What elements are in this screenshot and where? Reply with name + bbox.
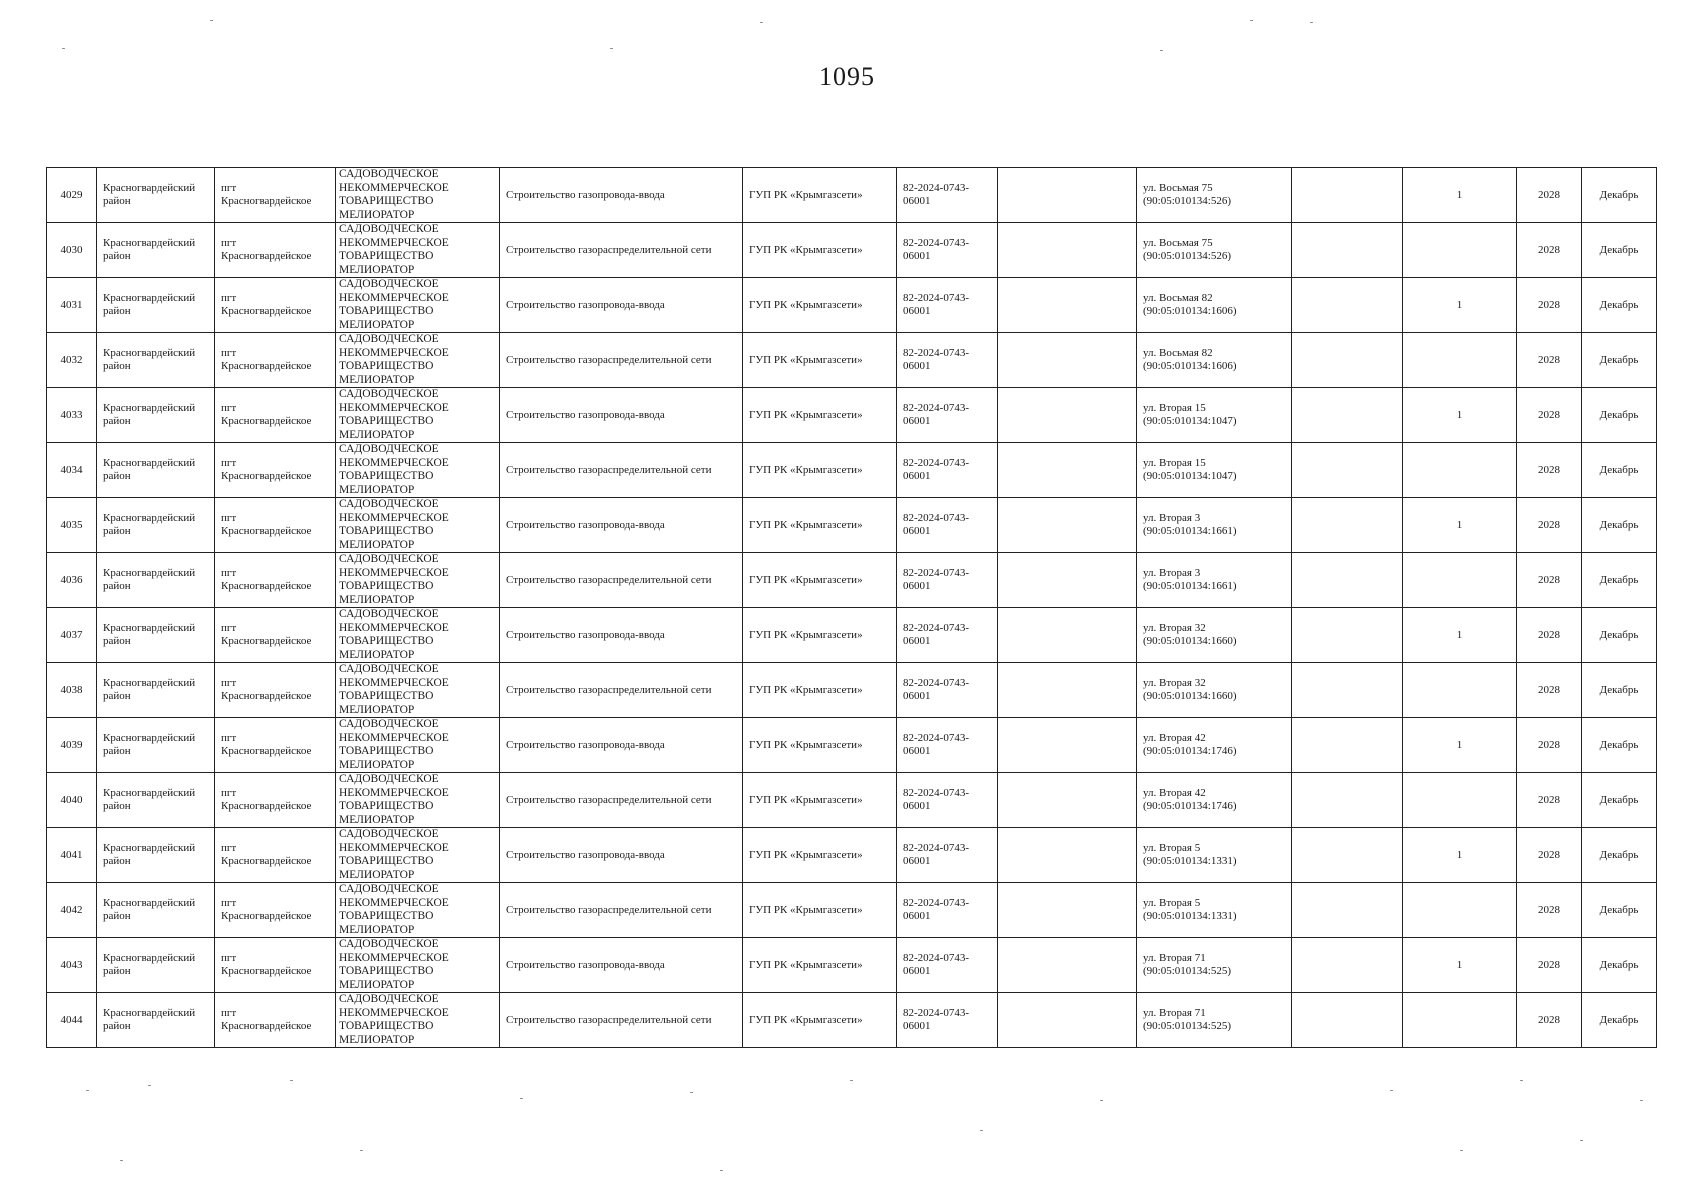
empty-cell [1292,388,1403,443]
month-cell: Декабрь [1582,278,1657,333]
empty-cell [1292,938,1403,993]
district-cell: Красногвардейский район [97,883,215,938]
program-code-cell: 82-2024-0743-06001 [897,168,998,223]
quantity-cell [1403,333,1517,388]
settlement-cell: пгт Красногвардейское [215,168,336,223]
table-row [47,938,1657,993]
address-cell: ул. Вторая 71 (90:05:010134:525) [1137,993,1292,1048]
quantity-cell: 1 [1403,718,1517,773]
settlement-cell: пгт Красногвардейское [215,388,336,443]
empty-cell [1292,773,1403,828]
table-row [47,883,1657,938]
district-cell: Красногвардейский район [97,223,215,278]
program-code-cell: 82-2024-0743-06001 [897,553,998,608]
district-cell: Красногвардейский район [97,828,215,883]
program-code-cell: 82-2024-0743-06001 [897,828,998,883]
month-cell: Декабрь [1582,388,1657,443]
organization-cell: САДОВОДЧЕСКОЕ НЕКОММЕРЧЕСКОЕ ТОВАРИЩЕСТВО МЕЛИОРАТОР [336,333,500,388]
empty-cell [998,938,1137,993]
work-type-cell: Строительство газопровода-ввода [500,938,743,993]
settlement-cell: пгт Красногвардейское [215,828,336,883]
page-number: 1095 [819,62,875,91]
scan-speck [1460,1150,1463,1151]
program-code-cell: 82-2024-0743-06001 [897,223,998,278]
row-number: 4035 [47,498,97,553]
work-type-cell: Строительство газораспределительной сети [500,333,743,388]
row-number: 4036 [47,553,97,608]
work-type-cell: Строительство газопровода-ввода [500,828,743,883]
row-number: 4029 [47,168,97,223]
settlement-cell: пгт Красногвардейское [215,553,336,608]
district-cell: Красногвардейский район [97,168,215,223]
address-cell: ул. Вторая 71 (90:05:010134:525) [1137,938,1292,993]
district-cell: Красногвардейский район [97,663,215,718]
scan-speck [980,1130,983,1131]
organization-cell: САДОВОДЧЕСКОЕ НЕКОММЕРЧЕСКОЕ ТОВАРИЩЕСТВО МЕЛИОРАТОР [336,168,500,223]
address-cell: ул. Вторая 42 (90:05:010134:1746) [1137,773,1292,828]
scan-speck [1390,1090,1393,1091]
empty-cell [1292,883,1403,938]
district-cell: Красногвардейский район [97,333,215,388]
empty-cell [998,718,1137,773]
work-type-cell: Строительство газопровода-ввода [500,168,743,223]
quantity-cell [1403,443,1517,498]
scan-speck [520,1098,523,1099]
year-cell: 2028 [1517,663,1582,718]
year-cell: 2028 [1517,223,1582,278]
empty-cell [1292,278,1403,333]
address-cell: ул. Вторая 32 (90:05:010134:1660) [1137,663,1292,718]
scan-speck [1100,1100,1103,1101]
program-code-cell: 82-2024-0743-06001 [897,663,998,718]
table-row [47,498,1657,553]
row-number: 4042 [47,883,97,938]
quantity-cell [1403,223,1517,278]
month-cell: Декабрь [1582,608,1657,663]
scan-speck [850,1080,853,1081]
year-cell: 2028 [1517,168,1582,223]
empty-cell [1292,663,1403,718]
empty-cell [1292,443,1403,498]
operator-cell: ГУП РК «Крымгазсети» [743,938,897,993]
address-cell: ул. Вторая 15 (90:05:010134:1047) [1137,388,1292,443]
year-cell: 2028 [1517,333,1582,388]
organization-cell: САДОВОДЧЕСКОЕ НЕКОММЕРЧЕСКОЕ ТОВАРИЩЕСТВО МЕЛИОРАТОР [336,828,500,883]
year-cell: 2028 [1517,773,1582,828]
empty-cell [998,443,1137,498]
settlement-cell: пгт Красногвардейское [215,718,336,773]
operator-cell: ГУП РК «Крымгазсети» [743,828,897,883]
organization-cell: САДОВОДЧЕСКОЕ НЕКОММЕРЧЕСКОЕ ТОВАРИЩЕСТВО МЕЛИОРАТОР [336,883,500,938]
organization-cell: САДОВОДЧЕСКОЕ НЕКОММЕРЧЕСКОЕ ТОВАРИЩЕСТВО МЕЛИОРАТОР [336,608,500,663]
scan-speck [1580,1140,1583,1141]
scan-speck [610,48,613,49]
work-type-cell: Строительство газопровода-ввода [500,608,743,663]
empty-cell [998,883,1137,938]
organization-cell: САДОВОДЧЕСКОЕ НЕКОММЕРЧЕСКОЕ ТОВАРИЩЕСТВО МЕЛИОРАТОР [336,663,500,718]
year-cell: 2028 [1517,718,1582,773]
program-code-cell: 82-2024-0743-06001 [897,498,998,553]
work-type-cell: Строительство газопровода-ввода [500,498,743,553]
scan-speck [690,1092,693,1093]
settlement-cell: пгт Красногвардейское [215,883,336,938]
year-cell: 2028 [1517,993,1582,1048]
address-cell: ул. Вторая 3 (90:05:010134:1661) [1137,498,1292,553]
work-type-cell: Строительство газопровода-ввода [500,718,743,773]
organization-cell: САДОВОДЧЕСКОЕ НЕКОММЕРЧЕСКОЕ ТОВАРИЩЕСТВО МЕЛИОРАТОР [336,223,500,278]
year-cell: 2028 [1517,443,1582,498]
settlement-cell: пгт Красногвардейское [215,278,336,333]
quantity-cell: 1 [1403,608,1517,663]
address-cell: ул. Вторая 42 (90:05:010134:1746) [1137,718,1292,773]
district-cell: Красногвардейский район [97,553,215,608]
organization-cell: САДОВОДЧЕСКОЕ НЕКОММЕРЧЕСКОЕ ТОВАРИЩЕСТВО МЕЛИОРАТОР [336,443,500,498]
quantity-cell: 1 [1403,938,1517,993]
table-row [47,388,1657,443]
organization-cell: САДОВОДЧЕСКОЕ НЕКОММЕРЧЕСКОЕ ТОВАРИЩЕСТВО МЕЛИОРАТОР [336,388,500,443]
empty-cell [1292,223,1403,278]
table-row [47,718,1657,773]
table-row [47,663,1657,718]
year-cell: 2028 [1517,883,1582,938]
work-type-cell: Строительство газораспределительной сети [500,443,743,498]
work-type-cell: Строительство газораспределительной сети [500,883,743,938]
row-number: 4038 [47,663,97,718]
organization-cell: САДОВОДЧЕСКОЕ НЕКОММЕРЧЕСКОЕ ТОВАРИЩЕСТВО МЕЛИОРАТОР [336,553,500,608]
operator-cell: ГУП РК «Крымгазсети» [743,993,897,1048]
quantity-cell: 1 [1403,388,1517,443]
year-cell: 2028 [1517,828,1582,883]
empty-cell [1292,718,1403,773]
address-cell: ул. Восьмая 82 (90:05:010134:1606) [1137,333,1292,388]
quantity-cell [1403,773,1517,828]
empty-cell [1292,993,1403,1048]
month-cell: Декабрь [1582,938,1657,993]
scan-speck [760,22,763,23]
scan-speck [290,1080,293,1081]
quantity-cell: 1 [1403,168,1517,223]
scan-speck [62,48,65,49]
table-row [47,333,1657,388]
year-cell: 2028 [1517,938,1582,993]
address-cell: ул. Восьмая 82 (90:05:010134:1606) [1137,278,1292,333]
program-code-cell: 82-2024-0743-06001 [897,388,998,443]
settlement-cell: пгт Красногвардейское [215,333,336,388]
organization-cell: САДОВОДЧЕСКОЕ НЕКОММЕРЧЕСКОЕ ТОВАРИЩЕСТВО МЕЛИОРАТОР [336,718,500,773]
empty-cell [998,388,1137,443]
quantity-cell [1403,883,1517,938]
table-row [47,223,1657,278]
program-code-cell: 82-2024-0743-06001 [897,938,998,993]
address-cell: ул. Вторая 15 (90:05:010134:1047) [1137,443,1292,498]
quantity-cell [1403,553,1517,608]
program-code-cell: 82-2024-0743-06001 [897,773,998,828]
table-row [47,993,1657,1048]
program-code-cell: 82-2024-0743-06001 [897,718,998,773]
quantity-cell: 1 [1403,828,1517,883]
settlement-cell: пгт Красногвардейское [215,773,336,828]
quantity-cell [1403,663,1517,718]
operator-cell: ГУП РК «Крымгазсети» [743,553,897,608]
work-type-cell: Строительство газораспределительной сети [500,223,743,278]
scan-speck [1640,1100,1643,1101]
month-cell: Декабрь [1582,828,1657,883]
scan-speck [210,20,213,21]
address-cell: ул. Восьмая 75 (90:05:010134:526) [1137,168,1292,223]
row-number: 4044 [47,993,97,1048]
organization-cell: САДОВОДЧЕСКОЕ НЕКОММЕРЧЕСКОЕ ТОВАРИЩЕСТВО МЕЛИОРАТОР [336,993,500,1048]
month-cell: Декабрь [1582,553,1657,608]
month-cell: Декабрь [1582,773,1657,828]
table-row [47,773,1657,828]
gasification-table [46,167,1657,1048]
operator-cell: ГУП РК «Крымгазсети» [743,333,897,388]
table-row [47,828,1657,883]
address-cell: ул. Вторая 3 (90:05:010134:1661) [1137,553,1292,608]
empty-cell [998,223,1137,278]
empty-cell [998,278,1137,333]
work-type-cell: Строительство газораспределительной сети [500,993,743,1048]
district-cell: Красногвардейский район [97,993,215,1048]
year-cell: 2028 [1517,388,1582,443]
month-cell: Декабрь [1582,663,1657,718]
row-number: 4034 [47,443,97,498]
year-cell: 2028 [1517,498,1582,553]
empty-cell [998,773,1137,828]
settlement-cell: пгт Красногвардейское [215,223,336,278]
empty-cell [998,168,1137,223]
empty-cell [998,553,1137,608]
empty-cell [1292,608,1403,663]
row-number: 4033 [47,388,97,443]
district-cell: Красногвардейский район [97,773,215,828]
row-number: 4041 [47,828,97,883]
operator-cell: ГУП РК «Крымгазсети» [743,443,897,498]
organization-cell: САДОВОДЧЕСКОЕ НЕКОММЕРЧЕСКОЕ ТОВАРИЩЕСТВО МЕЛИОРАТОР [336,938,500,993]
quantity-cell: 1 [1403,498,1517,553]
scan-speck [360,1150,363,1151]
scan-speck [1160,50,1163,51]
settlement-cell: пгт Красногвардейское [215,498,336,553]
work-type-cell: Строительство газораспределительной сети [500,663,743,718]
program-code-cell: 82-2024-0743-06001 [897,608,998,663]
empty-cell [998,498,1137,553]
empty-cell [1292,828,1403,883]
operator-cell: ГУП РК «Крымгазсети» [743,223,897,278]
table-row [47,443,1657,498]
address-cell: ул. Восьмая 75 (90:05:010134:526) [1137,223,1292,278]
month-cell: Декабрь [1582,443,1657,498]
scan-speck [148,1085,151,1086]
operator-cell: ГУП РК «Крымгазсети» [743,168,897,223]
district-cell: Красногвардейский район [97,388,215,443]
empty-cell [998,663,1137,718]
program-code-cell: 82-2024-0743-06001 [897,278,998,333]
quantity-cell: 1 [1403,278,1517,333]
scan-speck [86,1090,89,1091]
work-type-cell: Строительство газораспределительной сети [500,553,743,608]
program-code-cell: 82-2024-0743-06001 [897,443,998,498]
settlement-cell: пгт Красногвардейское [215,938,336,993]
address-cell: ул. Вторая 5 (90:05:010134:1331) [1137,883,1292,938]
empty-cell [1292,553,1403,608]
year-cell: 2028 [1517,553,1582,608]
settlement-cell: пгт Красногвардейское [215,663,336,718]
row-number: 4030 [47,223,97,278]
operator-cell: ГУП РК «Крымгазсети» [743,498,897,553]
district-cell: Красногвардейский район [97,443,215,498]
month-cell: Декабрь [1582,883,1657,938]
row-number: 4040 [47,773,97,828]
empty-cell [998,608,1137,663]
program-code-cell: 82-2024-0743-06001 [897,333,998,388]
organization-cell: САДОВОДЧЕСКОЕ НЕКОММЕРЧЕСКОЕ ТОВАРИЩЕСТВО МЕЛИОРАТОР [336,498,500,553]
row-number: 4031 [47,278,97,333]
settlement-cell: пгт Красногвардейское [215,993,336,1048]
row-number: 4039 [47,718,97,773]
settlement-cell: пгт Красногвардейское [215,443,336,498]
year-cell: 2028 [1517,278,1582,333]
address-cell: ул. Вторая 5 (90:05:010134:1331) [1137,828,1292,883]
organization-cell: САДОВОДЧЕСКОЕ НЕКОММЕРЧЕСКОЕ ТОВАРИЩЕСТВО МЕЛИОРАТОР [336,773,500,828]
district-cell: Красногвардейский район [97,718,215,773]
month-cell: Декабрь [1582,718,1657,773]
settlement-cell: пгт Красногвардейское [215,608,336,663]
quantity-cell [1403,993,1517,1048]
district-cell: Красногвардейский район [97,608,215,663]
district-cell: Красногвардейский район [97,278,215,333]
year-cell: 2028 [1517,608,1582,663]
scan-speck [1250,20,1253,21]
row-number: 4043 [47,938,97,993]
table-row [47,553,1657,608]
scan-speck [120,1160,123,1161]
operator-cell: ГУП РК «Крымгазсети» [743,388,897,443]
empty-cell [1292,498,1403,553]
table-body [47,168,1657,1048]
row-number: 4032 [47,333,97,388]
work-type-cell: Строительство газопровода-ввода [500,278,743,333]
district-cell: Красногвардейский район [97,938,215,993]
month-cell: Декабрь [1582,168,1657,223]
table-row [47,608,1657,663]
scan-speck [1310,22,1313,23]
work-type-cell: Строительство газопровода-ввода [500,388,743,443]
table-row [47,278,1657,333]
month-cell: Декабрь [1582,993,1657,1048]
empty-cell [998,828,1137,883]
month-cell: Декабрь [1582,498,1657,553]
program-code-cell: 82-2024-0743-06001 [897,993,998,1048]
month-cell: Декабрь [1582,333,1657,388]
operator-cell: ГУП РК «Крымгазсети» [743,663,897,718]
table-row [47,168,1657,223]
operator-cell: ГУП РК «Крымгазсети» [743,278,897,333]
program-code-cell: 82-2024-0743-06001 [897,883,998,938]
scan-speck [720,1170,723,1171]
empty-cell [998,993,1137,1048]
organization-cell: САДОВОДЧЕСКОЕ НЕКОММЕРЧЕСКОЕ ТОВАРИЩЕСТВО МЕЛИОРАТОР [336,278,500,333]
district-cell: Красногвардейский район [97,498,215,553]
month-cell: Декабрь [1582,223,1657,278]
address-cell: ул. Вторая 32 (90:05:010134:1660) [1137,608,1292,663]
operator-cell: ГУП РК «Крымгазсети» [743,718,897,773]
work-type-cell: Строительство газораспределительной сети [500,773,743,828]
scan-speck [1520,1080,1523,1081]
empty-cell [998,333,1137,388]
row-number: 4037 [47,608,97,663]
operator-cell: ГУП РК «Крымгазсети» [743,883,897,938]
operator-cell: ГУП РК «Крымгазсети» [743,608,897,663]
empty-cell [1292,333,1403,388]
operator-cell: ГУП РК «Крымгазсети» [743,773,897,828]
empty-cell [1292,168,1403,223]
